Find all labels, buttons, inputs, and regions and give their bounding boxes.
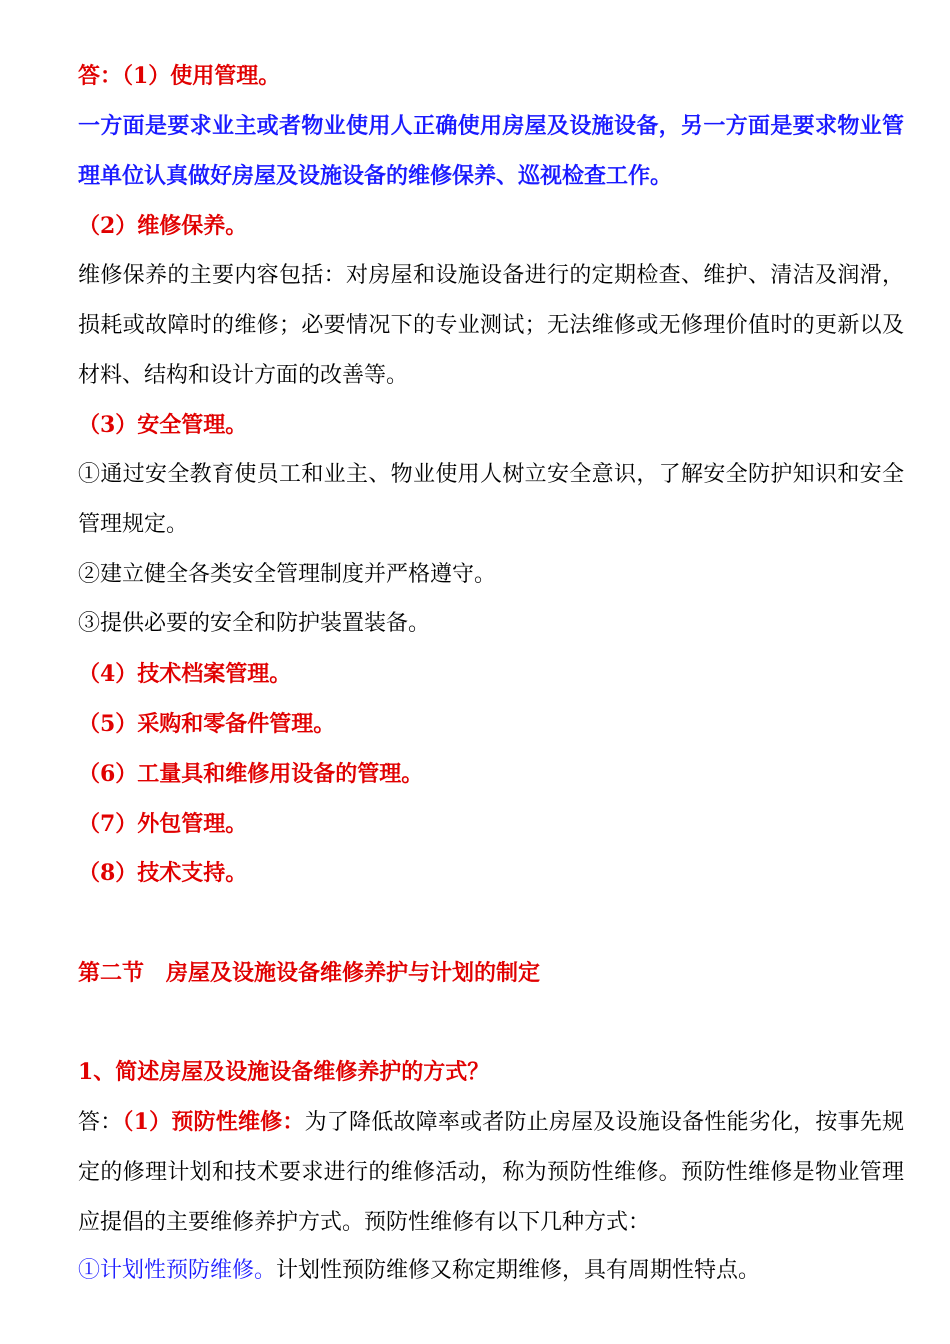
- heading-outsourcing: （7）外包管理。: [78, 811, 248, 837]
- answer-sub-label: （1）预防性维修：: [122, 1109, 305, 1135]
- question-heading: 1、简述房屋及设施设备维修养护的方式？: [78, 1059, 490, 1085]
- answer-text: 为了降低故障率或者防止房屋及设施设备性能劣化，按事先规定的修理计划和技术要求进行的维修活动，称为预防性维修。预防性维修是物业管理应提倡的主要维修养护方式。预防性维修有以下几种方式：: [78, 1110, 904, 1235]
- planned-maintenance-label: ①计划性预防维修。: [78, 1258, 277, 1283]
- safety-item-3: ③提供必要的安全和防护装置装备。: [78, 611, 431, 636]
- heading-procurement: （5）采购和零备件管理。: [78, 711, 336, 737]
- planned-maintenance-text: 计划性预防维修又称定期维修，具有周期性特点。: [276, 1258, 761, 1283]
- heading-maintenance: （2）维修保养。: [78, 213, 248, 239]
- paragraph-maintenance: 维修保养的主要内容包括：对房屋和设施设备进行的定期检查、维护、清洁及润滑，损耗或故障时的维修；必要情况下的专业测试；无法维修或无修理价值时的更新以及材料、结构和设计方面的改善等。: [78, 263, 904, 388]
- heading-tech-support: （8）技术支持。: [78, 860, 248, 886]
- answer-label: 答：: [78, 1110, 123, 1135]
- heading-tech-archives: （4）技术档案管理。: [78, 661, 292, 687]
- safety-item-2: ②建立健全各类安全管理制度并严格遵守。: [78, 562, 497, 587]
- answer-preventive-maintenance: [46, 1097, 904, 1248]
- safety-item-1: ①通过安全教育使员工和业主、物业使用人树立安全意识，了解安全防护知识和安全管理规定。: [78, 462, 904, 537]
- section-title: 第二节 房屋及设施设备维修养护与计划的制定: [78, 960, 541, 986]
- answer-heading-1: 答：（1）使用管理。: [78, 63, 281, 89]
- heading-safety-management: （3）安全管理。: [78, 412, 248, 438]
- planned-maintenance-item: [46, 1246, 904, 1296]
- paragraph-use-management: 一方面是要求业主或者物业使用人正确使用房屋及设施设备，另一方面是要求物业管理单位认真做好房屋及设施设备的维修保养、巡视检查工作。: [78, 113, 904, 189]
- heading-tools-management: （6）工量具和维修用设备的管理。: [78, 761, 424, 787]
